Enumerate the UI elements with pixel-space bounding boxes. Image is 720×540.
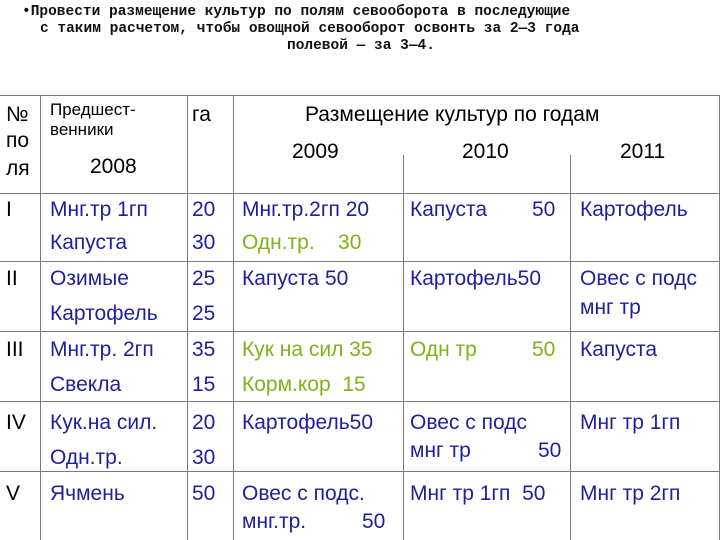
hectares: 35 — [192, 338, 216, 361]
hectares: 20 — [192, 198, 216, 221]
hectares: 50 — [192, 482, 216, 505]
predecessor: Мнг.тр 1гп — [50, 198, 148, 221]
column-divider — [233, 95, 234, 540]
header-bottom-border — [0, 193, 720, 194]
table-top-border — [0, 95, 720, 96]
predecessor: Картофель — [50, 302, 158, 325]
row-divider — [0, 261, 720, 262]
crop-2010: Одн тр — [410, 338, 477, 361]
crop-2009: Корм.кор 15 — [242, 373, 366, 396]
crop-2009: мнг.тр. — [242, 510, 307, 533]
crop-2011: Мнг тр 2гп — [580, 482, 681, 505]
header-year-2009: 2009 — [292, 140, 339, 163]
header-year-2008: 2008 — [90, 155, 137, 178]
header-no: № — [6, 103, 29, 126]
crop-2011: мнг тр — [580, 296, 641, 319]
crop-2011: Мнг тр 1гп — [580, 411, 681, 434]
header-predecessors: Предшест- — [50, 100, 136, 119]
crop-2009-ha: 50 — [362, 510, 386, 533]
hectares: 30 — [192, 231, 216, 254]
crop-2009: Картофель50 — [242, 411, 374, 434]
hectares: 30 — [192, 446, 216, 469]
crop-2010-ha: 50 — [538, 439, 562, 462]
predecessor: Мнг.тр. 2гп — [50, 338, 154, 361]
predecessor: Ячмень — [50, 482, 125, 505]
header-year-2010: 2010 — [462, 140, 509, 163]
column-divider — [40, 95, 41, 540]
header-placement: Размещение культур по годам — [305, 103, 600, 126]
row-divider — [0, 401, 720, 402]
crop-2010: Капуста — [410, 198, 488, 221]
predecessor: Свекла — [50, 373, 122, 396]
predecessor: Одн.тр. — [50, 446, 123, 469]
field-number: II — [6, 267, 18, 290]
header-no-3: ля — [6, 157, 30, 180]
field-number: V — [6, 482, 21, 505]
crop-2011: Капуста — [580, 338, 658, 361]
header-year-2011: 2011 — [620, 140, 666, 163]
hectares: 25 — [192, 267, 216, 290]
crop-2009: Одн.тр. 30 — [242, 231, 362, 254]
crop-rotation-table — [0, 95, 720, 540]
hectares: 25 — [192, 302, 216, 325]
crop-2010: Мнг тр 1гп 50 — [410, 482, 546, 505]
row-divider — [0, 471, 720, 472]
intro-text — [0, 4, 720, 72]
crop-2009: Овес с подс. — [242, 482, 365, 505]
field-number: I — [6, 198, 12, 221]
crop-2011: Овес с подс — [580, 267, 697, 290]
crop-2010-ha: 50 — [532, 198, 556, 221]
hectares: 15 — [192, 373, 216, 396]
predecessor: Кук.на сил. — [50, 411, 158, 434]
crop-2010: Овес с подс — [410, 411, 527, 434]
field-number: IV — [6, 411, 26, 434]
hectares: 20 — [192, 411, 216, 434]
intro-line-1: •Провести размещение культур по полям севооборота в последующие — [22, 4, 571, 20]
crop-2009: Кук на сил 35 — [242, 338, 373, 361]
crop-2010: мнг тр — [410, 439, 471, 462]
column-divider — [403, 155, 404, 540]
predecessor: Капуста — [50, 231, 128, 254]
predecessor: Озимые — [50, 267, 129, 290]
header-predecessors-2: венники — [50, 120, 114, 139]
crop-2010-ha: 50 — [532, 338, 556, 361]
crop-2009: Мнг.тр.2гп 20 — [242, 198, 370, 221]
row-divider — [0, 331, 720, 332]
intro-line-3: полевой — за 3—4. — [287, 38, 435, 54]
field-number: III — [6, 338, 24, 361]
intro-line-2: с таким расчетом, чтобы овощной севооборот освонть за 2—3 года — [40, 21, 580, 37]
header-no-2: по — [6, 129, 30, 152]
crop-2009: Капуста 50 — [242, 267, 349, 290]
column-divider — [570, 155, 571, 540]
header-hectares: га — [192, 103, 211, 126]
crop-2011: Картофель — [580, 198, 688, 221]
column-divider — [187, 95, 188, 540]
crop-2010: Картофель50 — [410, 267, 542, 290]
